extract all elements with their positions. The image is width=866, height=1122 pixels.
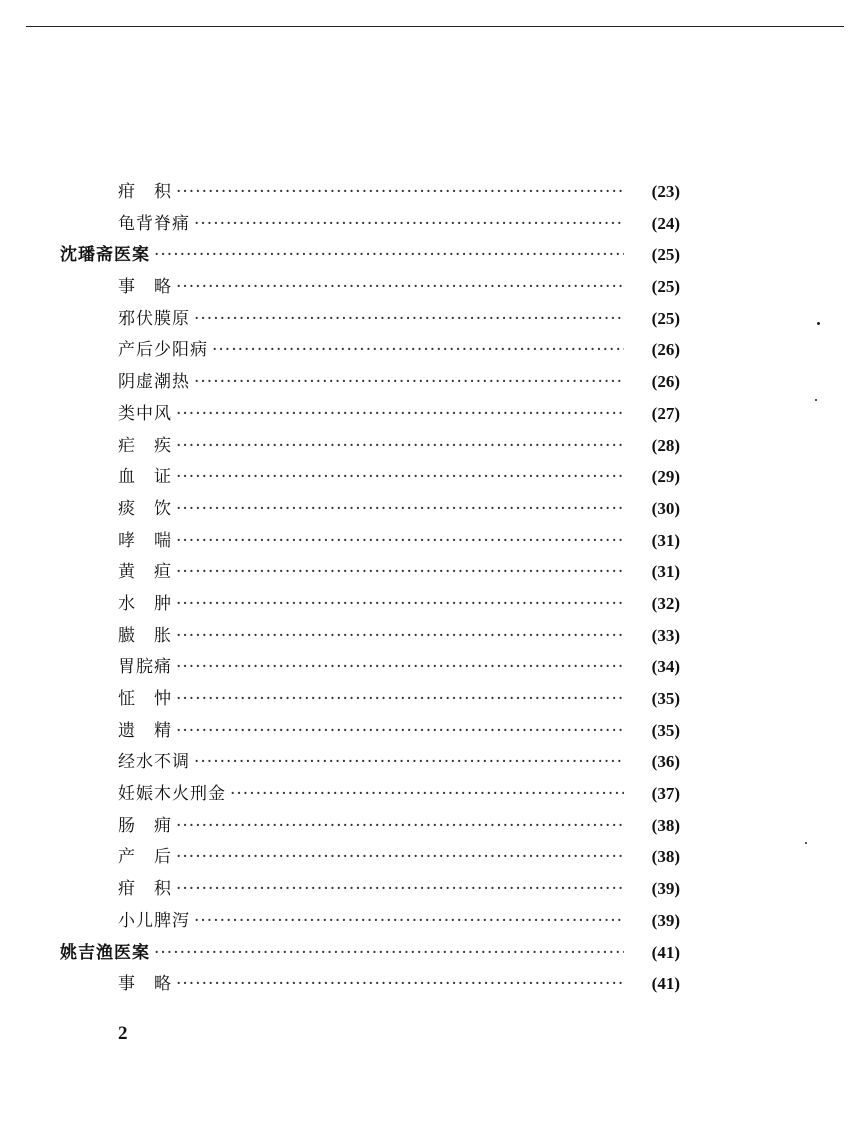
toc-entry[interactable] — [60, 493, 680, 525]
toc-entry[interactable] — [60, 208, 680, 240]
toc-entry[interactable] — [60, 334, 680, 366]
toc-entry[interactable] — [60, 968, 680, 1000]
toc-entry[interactable] — [60, 525, 680, 557]
toc-entry[interactable] — [60, 588, 680, 620]
toc-entry[interactable] — [60, 683, 680, 715]
dot-leader — [194, 747, 624, 779]
dot-leader — [194, 906, 624, 938]
toc-entry-page: (23) — [651, 182, 680, 201]
dot-leader — [176, 272, 624, 304]
toc-entry-page: (28) — [651, 435, 680, 455]
toc-entry[interactable] — [60, 271, 680, 303]
scan-speck — [817, 322, 820, 325]
toc-entry-title: 疳 积 — [118, 879, 172, 900]
toc-entry-page: (32) — [651, 593, 680, 613]
dot-leader — [176, 684, 624, 716]
toc-entry-title: 痰 饮 — [118, 498, 172, 519]
toc-entry[interactable] — [60, 873, 680, 905]
scan-speck — [805, 842, 807, 844]
table-of-contents — [60, 176, 680, 1000]
toc-entry[interactable] — [60, 841, 680, 873]
dot-leader — [176, 969, 624, 1001]
dot-leader — [176, 716, 624, 748]
top-rule — [26, 26, 844, 27]
dot-leader — [176, 399, 624, 431]
toc-entry[interactable] — [60, 303, 680, 335]
toc-section[interactable] — [60, 937, 680, 969]
toc-entry-title: 遗 精 — [118, 720, 172, 741]
toc-entry-title: 邪伏膜原 — [118, 308, 190, 329]
dot-leader — [176, 462, 624, 494]
toc-entry-page: (30) — [651, 498, 680, 518]
toc-entry-page: (24) — [651, 213, 680, 233]
toc-entry[interactable] — [60, 556, 680, 588]
toc-entry-page: (35) — [651, 689, 680, 708]
toc-entry-title: 怔 忡 — [118, 689, 172, 709]
toc-entry-title: 事 略 — [118, 277, 172, 298]
toc-entry-title: 小儿脾泻 — [118, 910, 190, 931]
toc-entry-title: 臌 胀 — [118, 625, 172, 646]
dot-leader — [176, 431, 624, 463]
toc-entry-page: (39) — [651, 910, 680, 930]
toc-entry-title: 阴虚潮热 — [118, 372, 190, 393]
toc-entry-page: (26) — [651, 372, 680, 392]
toc-entry-title: 产 后 — [118, 847, 172, 868]
toc-entry-title: 事 略 — [118, 974, 172, 995]
toc-entry-title: 经水不调 — [118, 752, 190, 773]
toc-entry-page: (29) — [651, 467, 680, 487]
toc-entry-page: (34) — [651, 657, 680, 677]
toc-section[interactable] — [60, 239, 680, 271]
dot-leader — [176, 811, 624, 843]
dot-leader — [176, 652, 624, 684]
dot-leader — [176, 621, 624, 653]
dot-leader — [154, 240, 624, 272]
toc-entry-page: (33) — [651, 625, 680, 645]
toc-entry-title: 疟 疾 — [118, 435, 172, 456]
toc-entry[interactable] — [60, 366, 680, 398]
toc-entry-title: 肠 痈 — [118, 815, 172, 836]
toc-entry-title: 产后少阳病 — [118, 340, 208, 361]
toc-entry[interactable] — [60, 810, 680, 842]
toc-entry-title: 龟背脊痛 — [118, 213, 190, 234]
dot-leader — [176, 526, 624, 558]
toc-section-title: 沈璠斋医案 — [60, 245, 150, 266]
dot-leader — [176, 177, 624, 209]
toc-entry[interactable] — [60, 461, 680, 493]
toc-entry-page: (38) — [651, 815, 680, 835]
toc-entry-page: (25) — [651, 277, 680, 297]
toc-entry-page: (38) — [651, 847, 680, 867]
toc-entry-page: (31) — [651, 530, 680, 550]
dot-leader — [176, 874, 624, 906]
toc-entry[interactable] — [60, 176, 680, 208]
toc-entry-page: (41) — [651, 974, 680, 994]
dot-leader — [212, 335, 624, 367]
toc-entry[interactable] — [60, 778, 680, 810]
toc-entry[interactable] — [60, 715, 680, 747]
toc-entry[interactable] — [60, 398, 680, 430]
toc-entry-page: (26) — [651, 340, 680, 360]
dot-leader — [176, 842, 624, 874]
toc-entry-title: 疳 积 — [118, 182, 172, 202]
dot-leader — [194, 304, 624, 336]
dot-leader — [176, 494, 624, 526]
dot-leader — [194, 209, 624, 241]
toc-entry-page: (41) — [651, 942, 680, 962]
toc-entry-page: (37) — [651, 784, 680, 804]
toc-entry[interactable] — [60, 651, 680, 683]
toc-entry[interactable] — [60, 430, 680, 462]
page-number: 2 — [118, 1023, 128, 1044]
toc-entry-title: 哮 喘 — [118, 530, 172, 551]
toc-entry-title: 黄 疸 — [118, 562, 172, 583]
toc-entry-title: 水 肿 — [118, 593, 172, 614]
toc-entry-page: (36) — [651, 752, 680, 772]
toc-entry-page: (35) — [651, 720, 680, 740]
toc-entry-title: 妊娠木火刑金 — [118, 784, 226, 805]
toc-entry-page: (25) — [651, 245, 680, 265]
scan-speck — [815, 399, 817, 401]
toc-entry-page: (31) — [651, 562, 680, 582]
toc-entry[interactable] — [60, 746, 680, 778]
toc-entry-title: 胃脘痛 — [118, 657, 172, 678]
toc-entry-page: (39) — [651, 879, 680, 899]
dot-leader — [194, 367, 624, 399]
dot-leader — [176, 589, 624, 621]
toc-entry[interactable] — [60, 620, 680, 652]
toc-section-title: 姚吉渔医案 — [60, 942, 150, 963]
toc-entry-title: 类中风 — [118, 403, 172, 424]
toc-entry-title: 血 证 — [118, 467, 172, 488]
dot-leader — [230, 779, 624, 811]
dot-leader — [154, 938, 624, 970]
toc-entry-page: (25) — [651, 308, 680, 328]
toc-entry[interactable] — [60, 905, 680, 937]
dot-leader — [176, 557, 624, 589]
toc-entry-page: (27) — [651, 403, 680, 423]
